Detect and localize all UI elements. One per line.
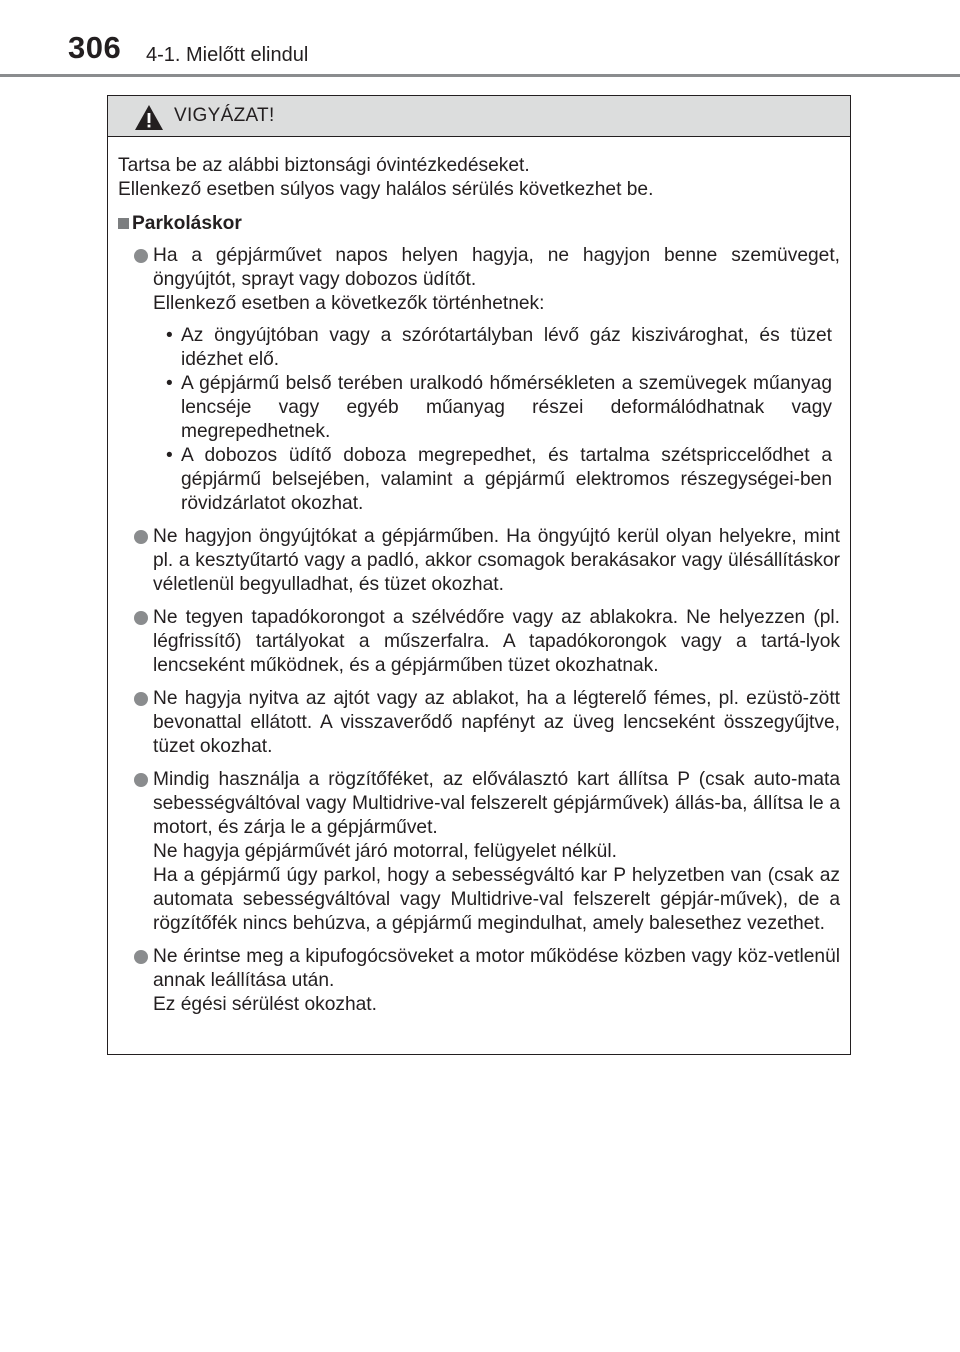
warning-triangle-icon <box>134 104 164 131</box>
item-paragraph: Ne érintse meg a kipufogócsöveket a motor működése közben vagy köz-vetlenül annak leállítása után. <box>153 946 840 991</box>
circle-bullet-icon <box>134 611 148 625</box>
dot-bullet-icon: • <box>166 373 173 394</box>
warning-item <box>118 606 840 678</box>
item-paragraph: Ellenkező esetben a következők történhetnek: <box>153 293 545 314</box>
item-paragraph: Ne tegyen tapadókorongot a szélvédőre vagy az ablakokra. Ne helyezzen (pl. légfrissítő) tartályokat a műszerfalra. A tapadókorongok vagy a tartá-lyok lencseként működnek, és a gépjárműben tüzet okozhatnak. <box>153 607 840 676</box>
item-paragraph: Ne hagyja gépjárművét járó motorral, felügyelet nélkül. <box>153 841 617 862</box>
sub-list-item <box>153 372 840 444</box>
warning-header <box>108 96 850 137</box>
circle-bullet-icon <box>134 950 148 964</box>
sub-list-item <box>153 444 840 516</box>
warning-body <box>108 137 850 1017</box>
sub-list-item <box>153 324 840 372</box>
intro-line: Ellenkező esetben súlyos vagy halálos sérülés következhet be. <box>118 179 654 200</box>
circle-bullet-icon <box>134 249 148 263</box>
warning-item <box>118 945 840 1017</box>
square-bullet-icon <box>118 218 129 229</box>
item-paragraph: Ez égési sérülést okozhat. <box>153 994 377 1015</box>
item-paragraph: Ha a gépjármű úgy parkol, hogy a sebességváltó kar P helyzetben van (csak az automata sebességváltóval vagy Multidrive-val felszerelt gépjár-művek), de a rögzítőfék nincs behúzva, a gépjármű megindulhat, amely balesethez vezethet. <box>153 865 840 934</box>
sub-list <box>153 324 840 516</box>
dot-bullet-icon: • <box>166 325 173 346</box>
circle-bullet-icon <box>134 530 148 544</box>
item-paragraph: Mindig használja a rögzítőféket, az előválasztó kart állítsa P (csak auto-mata sebességváltóval vagy Multidrive-val felszerelt gépjárművek) állás-ba, állítsa le a motort, és zárja le a gépjárművet. <box>153 769 840 838</box>
sub-item-text: A dobozos üdítő doboza megrepedhet, és tartalma szétspriccelődhet a gépjármű belsejében, valamint a gépjármű elektromos részegységei-ben rövidzárlatot okozhat. <box>181 445 832 514</box>
subheading-parking <box>118 212 840 236</box>
warning-item <box>118 687 840 759</box>
item-paragraph: Ne hagyjon öngyújtókat a gépjárműben. Ha öngyújtó kerül olyan helyekre, mint pl. a kesztyűtartó vagy a padló, akkor csomagok berakásakor vagy ülésállításkor véletlenül begyulladhat, és tüzet okozhat. <box>153 526 840 595</box>
subheading-text: Parkoláskor <box>132 213 242 234</box>
page-header <box>0 0 960 80</box>
item-paragraph: Ne hagyja nyitva az ajtót vagy az ablakot, ha a légterelő fémes, pl. ezüstö-zött bevonattal ellátott. A visszaverődő napfényt az üveg lencseként összegyűjtve, tüzet okozhat. <box>153 688 840 757</box>
dot-bullet-icon: • <box>166 445 173 466</box>
sub-item-text: Az öngyújtóban vagy a szórótartályban lévő gáz kiszivároghat, és tüzet idézhet elő. <box>181 325 832 370</box>
section-title: 4-1. Mielőtt elindul <box>146 44 309 66</box>
intro-line: Tartsa be az alábbi biztonsági óvintézkedéseket. <box>118 155 530 176</box>
warning-item <box>118 768 840 936</box>
warning-item <box>118 244 840 516</box>
warning-title: VIGYÁZAT! <box>174 105 275 126</box>
warning-item <box>118 525 840 597</box>
circle-bullet-icon <box>134 692 148 706</box>
circle-bullet-icon <box>134 773 148 787</box>
header-rule <box>0 74 960 77</box>
item-paragraph: Ha a gépjárművet napos helyen hagyja, ne hagyjon benne szemüveget, öngyújtót, sprayt vagy dobozos üdítőt. <box>153 245 840 290</box>
warning-intro <box>118 154 840 202</box>
sub-item-text: A gépjármű belső terében uralkodó hőmérsékleten a szemüvegek műanyag lencséje vagy egyéb műanyag részei deformálódhatnak vagy megrepedhetnek. <box>181 373 832 442</box>
page-number: 306 <box>68 30 122 65</box>
warning-box <box>107 95 851 1055</box>
